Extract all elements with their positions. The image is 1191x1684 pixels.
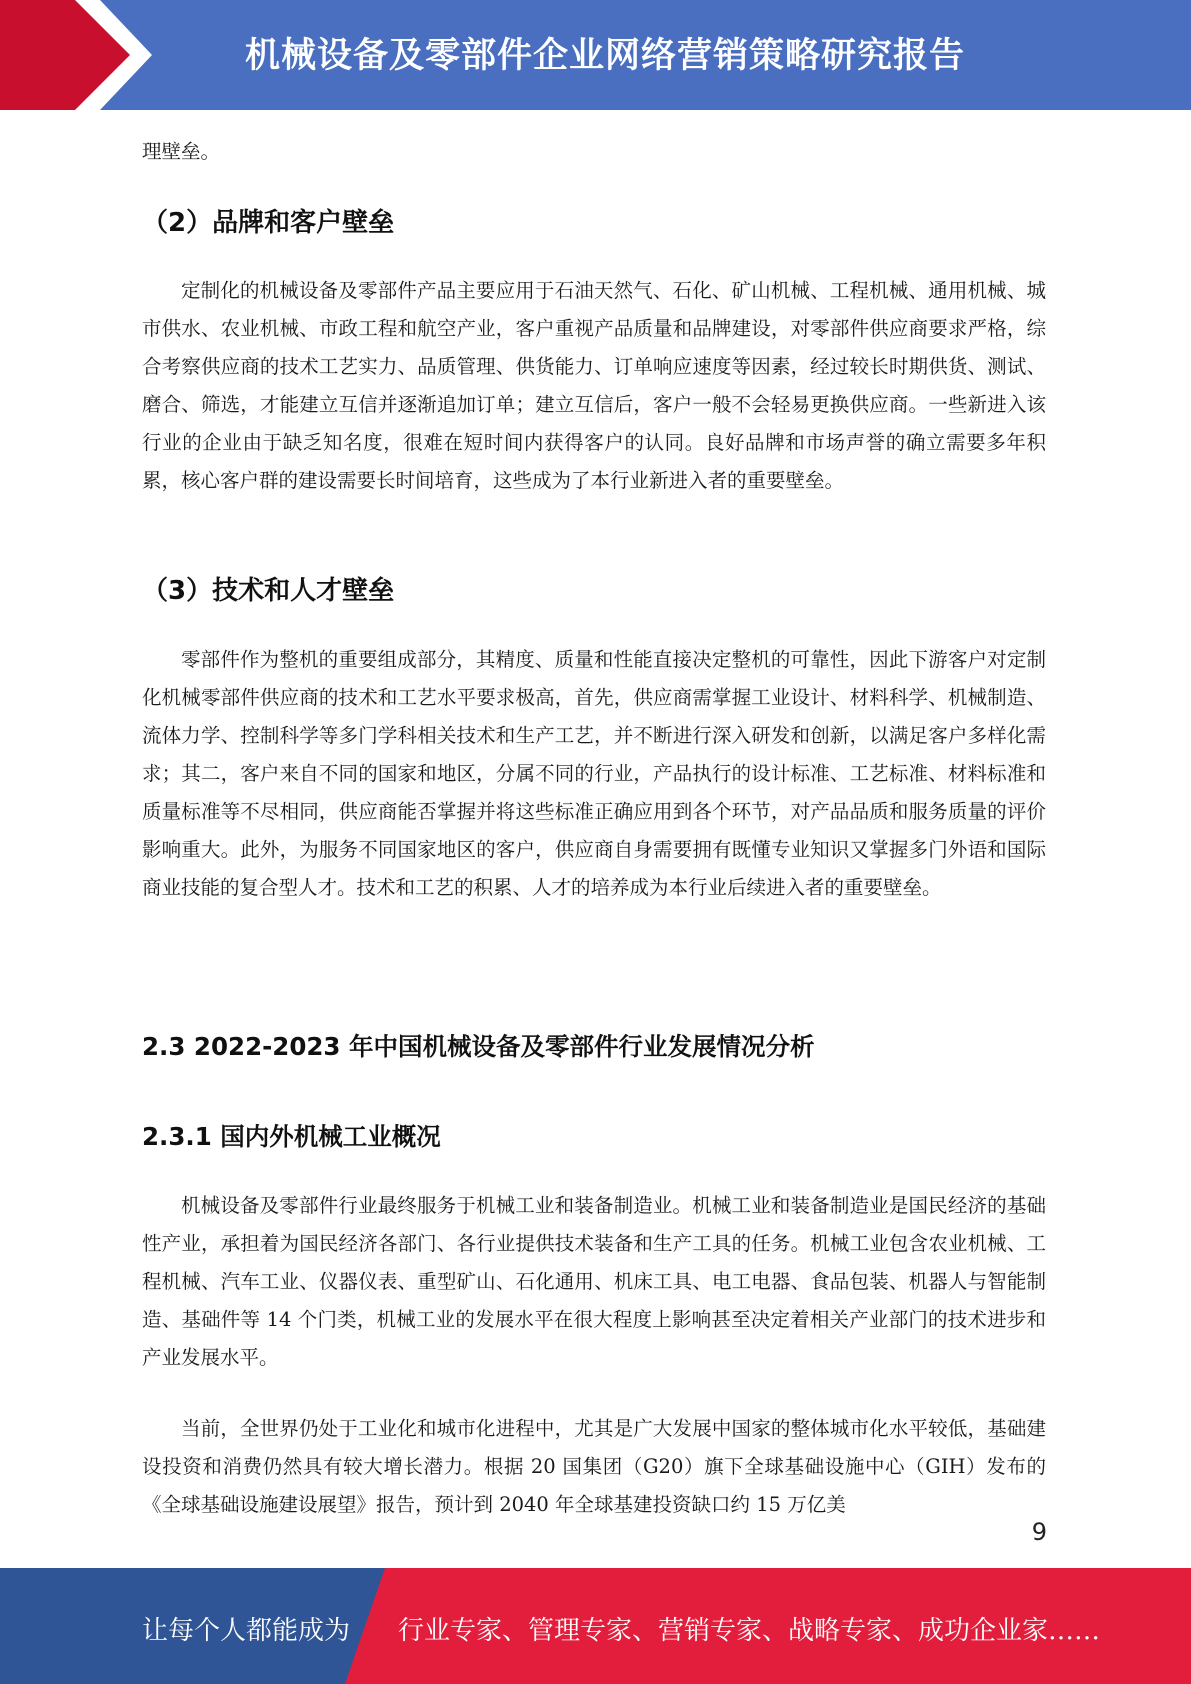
heading-tech-barrier: （3）技术和人才壁垒: [142, 576, 395, 606]
footer-banner: [0, 1568, 1191, 1684]
report-title: 机械设备及零部件企业网络营销策略研究报告: [245, 36, 966, 76]
paragraph-continuation: 理壁垒。: [142, 140, 221, 163]
header-banner: [0, 0, 1191, 110]
heading-section-2-3: 2.3 2022-2023 年中国机械设备及零部件行业发展情况分析: [142, 1032, 815, 1061]
paragraph-tech-barrier: 零部件作为整机的重要组成部分，其精度、质量和性能直接决定整机的可靠性，因此下游客户对定制化机械零部件供应商的技术和工艺水平要求极高，首先，供应商需掌握工业设计、材料科学、机械制造、流体力学、控制科学等多门学科相关技术和生产工艺，并不断进行深入研发和创新，以满足客户多样化需求；其二，客户来自不同的国家和地区，分属不同的行业，产品执行的设计标准、工艺标准、材料标准和质量标准等不尽相同，供应商能否掌握并将这些标准正确应用到各个环节，对产品品质和服务质量的评价影响重大。此外，为服务不同国家地区的客户，供应商自身需要拥有既懂专业知识又掌握多门外语和国际商业技能的复合型人才。技术和工艺的积累、人才的培养成为本行业后续进入者的重要壁垒。: [142, 648, 1046, 899]
footer-slogan-right: 行业专家、管理专家、营销专家、战略专家、成功企业家……: [398, 1616, 1101, 1646]
paragraph-world-outlook: 当前，全世界仍处于工业化和城市化进程中，尤其是广大发展中国家的整体城市化水平较低，基础建设投资和消费仍然具有较大增长潜力。根据 20 国集团（G20）旗下全球基础设施中心（GIH）发布的《全球基础设施建设展望》报告，预计到 2040 年全球基建投资缺口约 15 万亿美: [142, 1417, 1046, 1516]
paragraph-machinery-industry: 机械设备及零部件行业最终服务于机械工业和装备制造业。机械工业和装备制造业是国民经济的基础性产业，承担着为国民经济各部门、各行业提供技术装备和生产工具的任务。机械工业包含农业机械、工程机械、汽车工业、仪器仪表、重型矿山、石化通用、机床工具、电工电器、食品包装、机器人与智能制造、基础件等 14 个门类，机械工业的发展水平在很大程度上影响甚至决定着相关产业部门的技术进步和产业发展水平。: [142, 1194, 1046, 1369]
footer-slogan-left: 让每个人都能成为: [142, 1616, 351, 1646]
heading-section-2-3-1: 2.3.1 国内外机械工业概况: [142, 1122, 441, 1151]
page-number: 9: [1031, 1518, 1047, 1546]
paragraph-brand-barrier: 定制化的机械设备及零部件产品主要应用于石油天然气、石化、矿山机械、工程机械、通用机械、城市供水、农业机械、市政工程和航空产业，客户重视产品质量和品牌建设，对零部件供应商要求严格，综合考察供应商的技术工艺实力、品质管理、供货能力、订单响应速度等因素，经过较长时期供货、测试、磨合、筛选，才能建立互信并逐渐追加订单；建立互信后，客户一般不会轻易更换供应商。一些新进入该行业的企业由于缺乏知名度，很难在短时间内获得客户的认同。良好品牌和市场声誉的确立需要多年积累，核心客户群的建设需要长时间培育，这些成为了本行业新进入者的重要壁垒。: [142, 279, 1046, 492]
heading-brand-barrier: （2）品牌和客户壁垒: [142, 208, 395, 238]
